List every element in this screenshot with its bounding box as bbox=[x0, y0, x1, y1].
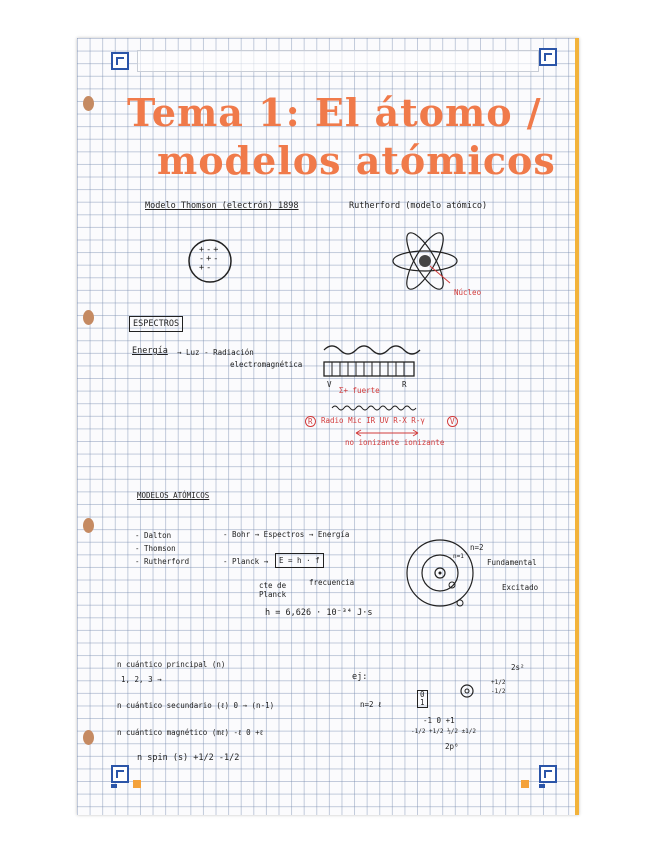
rutherford-atom-icon bbox=[390, 233, 460, 293]
orbital-2p6: 2p⁶ bbox=[445, 742, 459, 751]
orbital-2s2: 2s² bbox=[511, 663, 525, 672]
footer-dash-right bbox=[539, 784, 545, 788]
page-title-line1: Tema 1: El átomo / bbox=[127, 90, 542, 135]
q-principal-values: 1, 2, 3 → bbox=[121, 675, 162, 684]
notebook-page bbox=[77, 38, 579, 815]
excitado-label: Excitado bbox=[502, 583, 539, 592]
fuerte-label: Σ+ fuerte bbox=[339, 386, 380, 395]
q-magnetico: n cuántico magnético (mℓ) -ℓ 0 +ℓ bbox=[117, 728, 264, 737]
q-spin: n spin (s) +1/2 -1/2 bbox=[137, 753, 240, 763]
h-value: h = 6,626 · 10⁻³⁴ J·s bbox=[265, 608, 373, 618]
ell-values-box bbox=[417, 690, 428, 708]
spectrum-r-right: R bbox=[402, 380, 407, 389]
nucleus-label: Núcleo bbox=[454, 288, 482, 297]
modelos-heading: MODELOS ATÓMICOS bbox=[137, 491, 210, 500]
corner-mark-top-right-icon bbox=[539, 48, 557, 66]
model-thomson: - Thomson bbox=[135, 544, 176, 553]
punch-hole-1 bbox=[83, 96, 94, 111]
n2-label: n=2 bbox=[470, 543, 484, 552]
r-circle: R bbox=[305, 416, 316, 427]
charge-3: + bbox=[213, 245, 221, 255]
espectros-heading: ESPECTROS bbox=[129, 316, 183, 332]
s-orbital-icon bbox=[455, 683, 485, 699]
energia-label: Energía bbox=[132, 346, 168, 356]
ell-0: 0 bbox=[420, 690, 425, 699]
v-circle: V bbox=[447, 416, 458, 427]
fundamental-label: Fundamental bbox=[487, 558, 537, 567]
model-dalton: - Dalton bbox=[135, 531, 172, 540]
q-secundario: n cuántico secundario (ℓ) 0 → (n-1) bbox=[117, 701, 275, 710]
page-title-line2: modelos atómicos bbox=[157, 138, 556, 183]
bohr-line: - Bohr → Espectros → Energía bbox=[223, 530, 350, 539]
corner-mark-top-left-icon bbox=[111, 52, 129, 70]
footer-dash-left bbox=[111, 784, 117, 788]
footer-square-left bbox=[133, 780, 141, 788]
charge-7: + bbox=[199, 263, 207, 273]
spectrum-scale: Radio Mic IR UV R-X R-γ bbox=[321, 416, 425, 425]
charge-6: - bbox=[213, 254, 221, 264]
ionizing-label: no ionizante ionizante bbox=[345, 438, 445, 447]
thomson-charges bbox=[199, 246, 229, 273]
charge-4: - bbox=[199, 254, 207, 264]
punch-hole-4 bbox=[83, 730, 94, 745]
spin-values: +1/2 -1/2 bbox=[491, 679, 506, 695]
corner-mark-bottom-right-icon bbox=[539, 765, 557, 783]
punch-hole-2 bbox=[83, 310, 94, 325]
ell-1: 1 bbox=[420, 698, 425, 707]
cte-planck-label: cte de Planck bbox=[259, 581, 287, 599]
spin-row: -1/2 +1/2 ½/2 ±1/2 bbox=[411, 728, 477, 735]
footer-square-right bbox=[521, 780, 529, 788]
luz-radiacion: → Luz - Radiación bbox=[177, 348, 254, 357]
example-n2: n=2 ℓ bbox=[360, 700, 382, 709]
charge-1: + bbox=[199, 245, 207, 255]
charge-2: - bbox=[206, 245, 214, 255]
ej-label: ej: bbox=[352, 672, 368, 682]
rutherford-label: Rutherford (modelo atómico) bbox=[349, 201, 488, 211]
spectrum-v-left: V bbox=[327, 380, 332, 389]
corner-mark-bottom-left-icon bbox=[111, 765, 129, 783]
formula-box: E = h · f bbox=[275, 553, 324, 568]
electromagnetica-label: electromagnética bbox=[230, 360, 303, 369]
spectrum-diagram bbox=[322, 338, 422, 418]
q-principal: n cuántico principal (n) bbox=[117, 660, 226, 669]
charge-8: - bbox=[206, 263, 214, 273]
model-rutherford: - Rutherford bbox=[135, 557, 190, 566]
page-edge-orange bbox=[575, 38, 579, 815]
n1-label: n=1 bbox=[453, 553, 464, 560]
frecuencia-label: frecuencia bbox=[309, 578, 355, 587]
charge-5: + bbox=[206, 254, 214, 264]
m-values: -1 0 +1 bbox=[423, 716, 455, 725]
planck-label: - Planck → bbox=[223, 557, 269, 566]
punch-hole-3 bbox=[83, 518, 94, 533]
header-strip bbox=[137, 50, 539, 72]
double-arrow-icon bbox=[352, 428, 422, 438]
thomson-label: Modelo Thomson (electrón) 1898 bbox=[145, 201, 299, 211]
